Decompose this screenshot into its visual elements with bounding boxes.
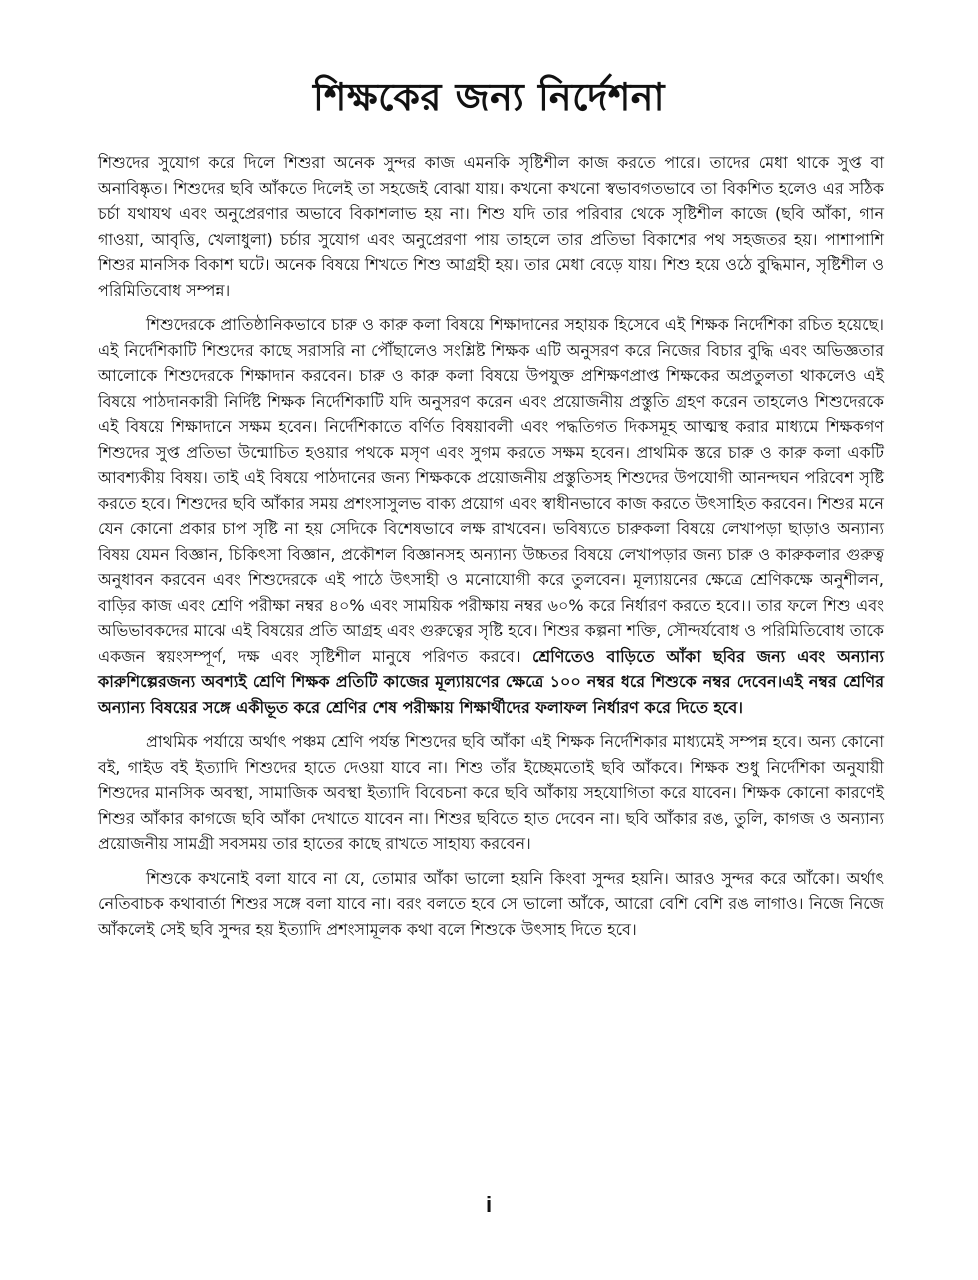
paragraph-text: প্রাথমিক পর্যায়ে অর্থাৎ পঞ্চম শ্রেণি পর্যন্ত শিশুদের ছবি আঁকা এই শিক্ষক নির্দেশিকার মাধ্যমেই সম্পন্ন হবে। অন্য কোনো বই, গাইড বই ইত্যাদি শিশুদের হাতে দেওয়া যাবে না। শিশু তাঁর ইচ্ছেমতোই ছবি আঁকবে। শিক্ষক শুধু নির্দেশিকা অনুযায়ী শিশুদের মানসিক অবস্থা, সামাজিক অবস্থা ইত্যাদি বিবেচনা করে ছবি আঁকায় সহযোগিতা করে যাবেন। শিক্ষক কোনো কারণেই শিশুর আঁকার কাগজে ছবি আঁকা দেখাতে যাবেন না। শিশুর ছবিতে হাত দেবেন না। ছবি আঁকার রঙ, তুলি, কাগজ ও অন্যান্য প্রয়োজনীয় সামগ্রী সবসময় তার হাতের কাছে রাখতে সাহায্য করবেন। xyxy=(98,732,884,853)
page-title: শিক্ষকের জন্য নির্দেশনা xyxy=(312,75,666,119)
paragraph-primary-level xyxy=(98,729,884,857)
paragraph-text: শিশুকে কখনোই বলা যাবে না যে, তোমার আঁকা ভালো হয়নি কিংবা সুন্দর হয়নি। আরও সুন্দর করে আঁকো। অর্থাৎ নেতিবাচক কথাবার্তা শিশুর সঙ্গে বলা যাবে না। বরং বলতে হবে সে ভালো আঁকে, আরো বেশি বেশি রঙ লাগাও। নিজে নিজে আঁকলেই সেই ছবি সুন্দর হয় ইত্যাদি প্রশংসামূলক কথা বলে শিশুকে উৎসাহ দিতে হবে। xyxy=(98,868,884,939)
paragraph-text: শিশুদেরকে প্রাতিষ্ঠানিকভাবে চারু ও কারু কলা বিষয়ে শিক্ষাদানের সহায়ক হিসেবে এই শিক্ষক নির্দেশিকা রচিত হয়েছে। এই নির্দেশিকাটি শিশুদের কাছে সরাসরি না পৌঁছালেও সংশ্লিষ্ট শিক্ষক এটি অনুসরণ করে নিজের বিচার বুদ্ধি এবং অভিজ্ঞতার আলোকে শিশুদেরকে শিক্ষাদান করবেন। চারু ও কারু কলা বিষয়ে উপযুক্ত প্রশিক্ষণপ্রাপ্ত শিক্ষকের অপ্রতুলতা থাকলেও এই বিষয়ে পাঠদানকারী নির্দিষ্ট শিক্ষক নির্দেশিকাটি যদি অনুসরণ করেন এবং প্রয়োজনীয় প্রস্তুতি গ্রহণ করেন তাহলেও শিশুদেরকে এই বিষয়ে শিক্ষাদানে সক্ষম হবেন। নির্দেশিকাতে বর্ণিত বিষয়াবলী এবং পদ্ধতিগত দিকসমূহ আত্মস্থ করার মাধ্যমে শিক্ষকগণ শিশুদের সুপ্ত প্রতিভা উন্মোচিত হওয়ার পথকে মসৃণ এবং সুগম করতে সক্ষম হবেন। প্রাথমিক স্তরে চারু ও কারু কলা একটি আবশ্যকীয় বিষয়। তাই এই বিষয়ে পাঠদানের জন্য শিক্ষককে প্রয়োজনীয় প্রস্তুতিসহ শিশুদের উপযোগী আনন্দঘন পরিবেশ সৃষ্টি করতে হবে। শিশুদের ছবি আঁকার সময় প্রশংসাসুলভ বাক্য প্রয়োগ এবং স্বাধীনভাবে কাজ করতে উৎসাহিত করবেন। শিশুর মনে যেন কোনো প্রকার চাপ সৃষ্টি না হয় সেদিকে বিশেষভাবে লক্ষ রাখবেন। ভবিষ্যতে চারুকলা বিষয়ে লেখাপড়া ছাড়াও অন্যান্য বিষয় যেমন বিজ্ঞান, চিকিৎসা বিজ্ঞান, প্রকৌশল বিজ্ঞানসহ অন্যান্য উচ্চতর বিষয়ে লেখাপড়ার জন্য চারু ও কারুকলার গুরুত্ব অনুধাবন করবেন এবং শিশুদেরকে এই পাঠে উৎসাহী ও মনোযোগী করে তুলবেন। মূল্যায়নের ক্ষেত্রে শ্রেণিকক্ষে অনুশীলন, বাড়ির কাজ এবং শ্রেণি পরীক্ষা নম্বর ৪০% এবং সাময়িক পরীক্ষায় নম্বর ৬০% করে নির্ধারণ করতে হবে।। তার ফলে শিশু এবং অভিভাবকদের মাঝে এই বিষয়ের প্রতি আগ্রহ এবং গুরুত্বের সৃষ্টি হবে। শিশুর কল্পনা শক্তি, সৌন্দর্যবোধ ও পরিমিতিবোধ তাকে একজন স্বয়ংসম্পূর্ণ, দক্ষ এবং সৃষ্টিশীল মানুষে পরিণত করবে। xyxy=(98,315,884,666)
paragraph-encouragement xyxy=(98,866,884,943)
paragraph-text: শিশুদের সুযোগ করে দিলে শিশুরা অনেক সুন্দর কাজ এমনকি সৃষ্টিশীল কাজ করতে পারে। তাদের মেধা থাকে সুপ্ত বা অনাবিষ্কৃত। শিশুদের ছবি আঁকতে দিলেই তা সহজেই বোঝা যায়। কখনো কখনো স্বভাবগতভাবে তা বিকশিত হলেও এর সঠিক চর্চা যথাযথ এবং অনুপ্রেরণার অভাবে বিকাশলাভ হয় না। শিশু যদি তার পরিবার থেকে সৃষ্টিশীল কাজে (ছবি আঁকা, গান গাওয়া, আবৃত্তি, খেলাধুলা) চর্চার সুযোগ এবং অনুপ্রেরণা পায় তাহলে তার প্রতিভা বিকাশের পথ সহজতর হয়। পাশাপাশি শিশুর মানসিক বিকাশ ঘটে। অনেক বিষয়ে শিখতে শিশু আগ্রহী হয়। তার মেধা বেড়ে যায়। শিশু হয়ে ওঠে বুদ্ধিমান, সৃষ্টিশীল ও পরিমিতিবোধ সম্পন্ন। xyxy=(98,153,884,300)
page-number: i xyxy=(485,1192,493,1217)
paragraph-intro xyxy=(98,150,884,303)
body-text xyxy=(98,150,884,951)
paragraph-guidance xyxy=(98,312,884,720)
paragraph-bold-text: শ্রেণিতেও বাড়িতে আঁকা ছবির জন্য এবং অন্যান্য কারুশিল্পেরজন্য অবশ্যই শ্রেণি শিক্ষক প্রতিটি কাজের মূল্যায়ণের ক্ষেত্রে ১০০ নম্বর ধরে শিশুকে নম্বর দেবেন।এই নম্বর শ্রেণির অন্যান্য বিষয়ের সঙ্গে একীভূত করে শ্রেণির শেষ পরীক্ষায় শিক্ষার্থীদের ফলাফল নির্ধারণ করে দিতে হবে। xyxy=(98,646,885,717)
